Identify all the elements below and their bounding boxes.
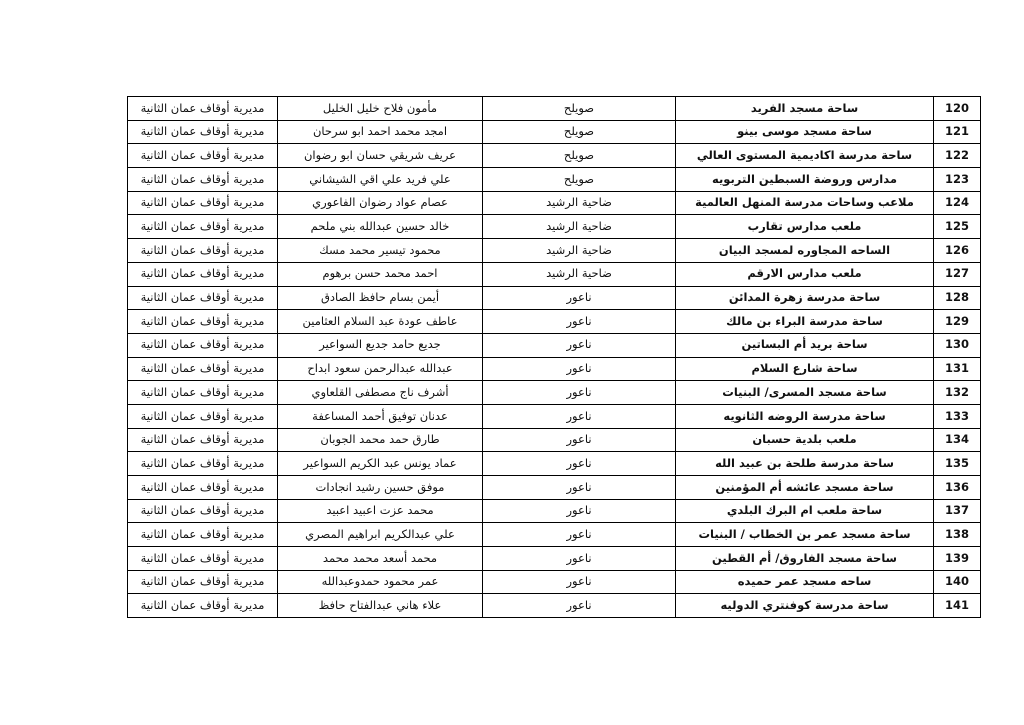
row-number-cell: 141	[934, 594, 981, 618]
row-number-cell: 121	[934, 120, 981, 144]
person-name-cell: أيمن بسام حافظ الصادق	[278, 286, 483, 310]
area-cell: ناعور	[483, 357, 676, 381]
person-name-cell: عصام عواد رضوان الفاعوري	[278, 191, 483, 215]
table-row	[128, 452, 981, 476]
table-row	[128, 381, 981, 405]
place-cell: ملعب مدارس الارقم	[676, 262, 934, 286]
table-row	[128, 310, 981, 334]
person-name-cell: عماد يونس عبد الكريم السواعير	[278, 452, 483, 476]
directorate-cell: مديرية أوقاف عمان الثانية	[128, 286, 278, 310]
person-name-cell: مأمون فلاح خليل الخليل	[278, 97, 483, 121]
person-name-cell: محمد أسعد محمد محمد	[278, 547, 483, 571]
person-name-cell: علاء هاني عبدالفتاح حافظ	[278, 594, 483, 618]
person-name-cell: عمر محمود حمدوعبدالله	[278, 570, 483, 594]
row-number-cell: 125	[934, 215, 981, 239]
table-row	[128, 357, 981, 381]
person-name-cell: عريف شريقي حسان ابو رضوان	[278, 144, 483, 168]
place-cell: ملعب مدارس تقارب	[676, 215, 934, 239]
table-row	[128, 97, 981, 121]
area-cell: ناعور	[483, 476, 676, 500]
row-number-cell: 133	[934, 404, 981, 428]
table-body	[128, 97, 981, 618]
row-number-cell: 120	[934, 97, 981, 121]
directorate-cell: مديرية أوقاف عمان الثانية	[128, 452, 278, 476]
place-cell: ساحة بريد أم البساتين	[676, 333, 934, 357]
table-row	[128, 570, 981, 594]
person-name-cell: أشرف ناج مصطفى القلعاوي	[278, 381, 483, 405]
table-row	[128, 594, 981, 618]
row-number-cell: 139	[934, 547, 981, 571]
directorate-cell: مديرية أوقاف عمان الثانية	[128, 333, 278, 357]
area-cell: ضاحية الرشيد	[483, 191, 676, 215]
directorate-cell: مديرية أوقاف عمان الثانية	[128, 310, 278, 334]
area-cell: ناعور	[483, 570, 676, 594]
directorate-cell: مديرية أوقاف عمان الثانية	[128, 547, 278, 571]
directorate-cell: مديرية أوقاف عمان الثانية	[128, 357, 278, 381]
place-cell: ساحه مسجد عمر حميده	[676, 570, 934, 594]
row-number-cell: 132	[934, 381, 981, 405]
table-row	[128, 333, 981, 357]
table-row	[128, 476, 981, 500]
person-name-cell: عاطف عودة عبد السلام العثامين	[278, 310, 483, 334]
area-cell: صويلح	[483, 120, 676, 144]
area-cell: ناعور	[483, 547, 676, 571]
person-name-cell: علي عبدالكريم ابراهيم المصري	[278, 523, 483, 547]
directorate-cell: مديرية أوقاف عمان الثانية	[128, 144, 278, 168]
place-cell: ساحة مسجد الفريد	[676, 97, 934, 121]
directorate-cell: مديرية أوقاف عمان الثانية	[128, 97, 278, 121]
area-cell: ضاحية الرشيد	[483, 215, 676, 239]
place-cell: ملعب بلدية حسبان	[676, 428, 934, 452]
person-name-cell: جديع حامد جديع السواعير	[278, 333, 483, 357]
row-number-cell: 135	[934, 452, 981, 476]
place-cell: ساحة مسجد الفاروق/ أم القطين	[676, 547, 934, 571]
directorate-cell: مديرية أوقاف عمان الثانية	[128, 499, 278, 523]
directorate-cell: مديرية أوقاف عمان الثانية	[128, 523, 278, 547]
area-cell: صويلح	[483, 144, 676, 168]
place-cell: ساحة مسجد المسرى/ البنيات	[676, 381, 934, 405]
row-number-cell: 127	[934, 262, 981, 286]
area-cell: ناعور	[483, 428, 676, 452]
directorate-cell: مديرية أوقاف عمان الثانية	[128, 594, 278, 618]
person-name-cell: محمد عزت اعبيد اعبيد	[278, 499, 483, 523]
row-number-cell: 140	[934, 570, 981, 594]
row-number-cell: 131	[934, 357, 981, 381]
place-cell: ساحة مسجد موسى بينو	[676, 120, 934, 144]
area-cell: ناعور	[483, 310, 676, 334]
person-name-cell: موفق حسين رشيد انجادات	[278, 476, 483, 500]
directorate-cell: مديرية أوقاف عمان الثانية	[128, 262, 278, 286]
place-cell: ساحة ملعب ام البرك البلدي	[676, 499, 934, 523]
person-name-cell: عدنان توفيق أحمد المساعفة	[278, 404, 483, 428]
place-cell: ساحة مسجد عمر بن الخطاب / البنيات	[676, 523, 934, 547]
area-cell: ناعور	[483, 286, 676, 310]
table-row	[128, 262, 981, 286]
row-number-cell: 136	[934, 476, 981, 500]
place-cell: ملاعب وساحات مدرسة المنهل العالمية	[676, 191, 934, 215]
places-table	[127, 96, 981, 618]
area-cell: ناعور	[483, 381, 676, 405]
directorate-cell: مديرية أوقاف عمان الثانية	[128, 215, 278, 239]
place-cell: ساحة مدرسة كوفنتري الدوليه	[676, 594, 934, 618]
table-row	[128, 404, 981, 428]
person-name-cell: احمد محمد حسن برهوم	[278, 262, 483, 286]
place-cell: ساحة شارع السلام	[676, 357, 934, 381]
place-cell: ساحة مسجد عائشه أم المؤمنين	[676, 476, 934, 500]
place-cell: مدارس وروضة السبطين التربويه	[676, 168, 934, 192]
person-name-cell: خالد حسين عبدالله بني ملحم	[278, 215, 483, 239]
row-number-cell: 126	[934, 239, 981, 263]
row-number-cell: 122	[934, 144, 981, 168]
place-cell: ساحة مدرسة طلحة بن عبيد الله	[676, 452, 934, 476]
area-cell: ناعور	[483, 523, 676, 547]
table-row	[128, 523, 981, 547]
table-row	[128, 547, 981, 571]
place-cell: ساحة مدرسة البراء بن مالك	[676, 310, 934, 334]
place-cell: ساحة مدرسة الروضه الثانويه	[676, 404, 934, 428]
area-cell: صويلح	[483, 168, 676, 192]
row-number-cell: 123	[934, 168, 981, 192]
row-number-cell: 130	[934, 333, 981, 357]
person-name-cell: محمود تيسير محمد مسك	[278, 239, 483, 263]
directorate-cell: مديرية أوقاف عمان الثانية	[128, 120, 278, 144]
place-cell: الساحه المجاوره لمسجد البيان	[676, 239, 934, 263]
directorate-cell: مديرية أوقاف عمان الثانية	[128, 476, 278, 500]
area-cell: ناعور	[483, 333, 676, 357]
table-row	[128, 144, 981, 168]
person-name-cell: علي فريد علي اقي الشيشاني	[278, 168, 483, 192]
row-number-cell: 129	[934, 310, 981, 334]
area-cell: ناعور	[483, 499, 676, 523]
table-row	[128, 428, 981, 452]
table-row	[128, 499, 981, 523]
area-cell: ناعور	[483, 452, 676, 476]
person-name-cell: امجد محمد احمد ابو سرحان	[278, 120, 483, 144]
table-row	[128, 168, 981, 192]
directorate-cell: مديرية أوقاف عمان الثانية	[128, 381, 278, 405]
row-number-cell: 128	[934, 286, 981, 310]
table-row	[128, 239, 981, 263]
directorate-cell: مديرية أوقاف عمان الثانية	[128, 168, 278, 192]
area-cell: ناعور	[483, 404, 676, 428]
place-cell: ساحة مدرسة اكاديمية المستوى العالي	[676, 144, 934, 168]
area-cell: صويلح	[483, 97, 676, 121]
row-number-cell: 124	[934, 191, 981, 215]
directorate-cell: مديرية أوقاف عمان الثانية	[128, 570, 278, 594]
person-name-cell: طارق حمد محمد الجوبان	[278, 428, 483, 452]
row-number-cell: 134	[934, 428, 981, 452]
directorate-cell: مديرية أوقاف عمان الثانية	[128, 239, 278, 263]
table-row	[128, 215, 981, 239]
area-cell: ضاحية الرشيد	[483, 262, 676, 286]
directorate-cell: مديرية أوقاف عمان الثانية	[128, 191, 278, 215]
row-number-cell: 138	[934, 523, 981, 547]
table-row	[128, 191, 981, 215]
table-row	[128, 120, 981, 144]
place-cell: ساحة مدرسة زهرة المدائن	[676, 286, 934, 310]
row-number-cell: 137	[934, 499, 981, 523]
directorate-cell: مديرية أوقاف عمان الثانية	[128, 428, 278, 452]
person-name-cell: عبدالله عبدالرحمن سعود ابداح	[278, 357, 483, 381]
directorate-cell: مديرية أوقاف عمان الثانية	[128, 404, 278, 428]
area-cell: ضاحية الرشيد	[483, 239, 676, 263]
area-cell: ناعور	[483, 594, 676, 618]
table-row	[128, 286, 981, 310]
